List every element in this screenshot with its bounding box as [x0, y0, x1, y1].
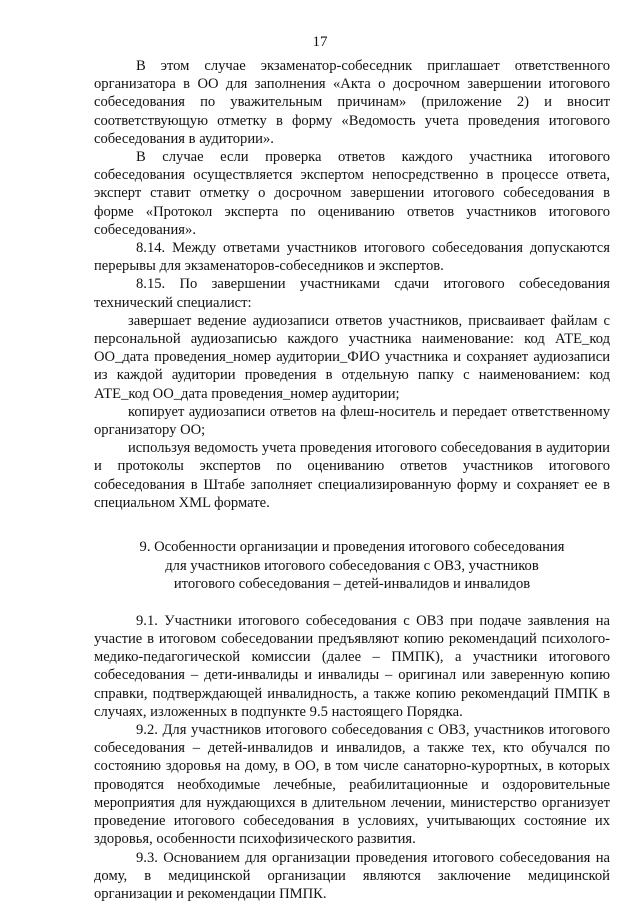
paragraph-copy-flash: копирует аудиозаписи ответов на флеш-носитель и передает ответственному организатору ОО; — [94, 403, 610, 439]
paragraph-early-completion-act: В этом случае экзаменатор-собеседник приглашает ответственного организатора в ОО для заполнения «Акта о досрочном завершении итогового собеседования по уважительным причинам» (приложение 2) и вносит соответствующую отметку в форму «Ведомость учета проведения итогового собеседования в аудитории». — [94, 58, 610, 147]
paragraph-expert-protocol: В случае если проверка ответов каждого участника итогового собеседования осуществляется экспертом непосредственно в процессе ответа, эксперт ставит отметку о досрочном завершении итогового собеседования в форме «Протокол эксперта по оцениванию ответов участников итогового собеседования». — [94, 149, 610, 238]
paragraph-xml-form: используя ведомость учета проведения итогового собеседования в аудитории и протоколы экспертов по оцениванию ответов участников итогового собеседования в Штабе заполняет специализированную форму и сохраняет ее в специальном XML формате. — [94, 440, 610, 511]
paragraph-9-3: 9.3. Основанием для организации проведения итогового собеседования на дому, в медицинской организации являются заключение медицинской организации и рекомендации ПМПК. — [94, 849, 610, 902]
paragraph-audio-naming: завершает ведение аудиозаписи ответов участников, присваивает файлам с персональной аудиозаписью каждого участника наименование: код АТЕ_код ОО_дата проведения_номер аудитории_ФИО участника и сохраняет аудиозаписи из каждой аудитории проведения в отдельную папку с наименованием: код АТЕ_код ОО_дата проведения_номер аудитории; — [94, 312, 610, 402]
section-heading-line: 9. Особенности организации и проведения итогового собеседования — [139, 539, 565, 556]
paragraph-9-2: 9.2. Для участников итогового собеседования с ОВЗ, участников итогового собеседования – детей-инвалидов и инвалидов, а также тех, кто обучался по состоянию здоровья на дому, в ОО, в том числе санаторно-курортных, в которых проводятся необходимые лечебные, реабилитационные и оздоровительные мероприятия для нуждающихся в длительном лечении, министерство организует проведение итогового собеседования в условиях, учитывающих состояние их здоровья, особенности психофизического развития. — [94, 722, 610, 848]
paragraph-8-14: 8.14. Между ответами участников итогового собеседования допускаются перерывы для экзаменаторов-собеседников и экспертов. — [94, 240, 610, 275]
page-number: 17 — [312, 34, 328, 50]
section-heading-line: для участников итогового собеседования с ОВЗ, участников — [165, 557, 539, 574]
paragraph-9-1: 9.1. Участники итогового собеседования с ОВЗ при подаче заявления на участие в итоговом собеседовании предъявляют копию рекомендаций психолого-медико-педагогической комиссии (далее – ПМПК), а участники итогового собеседования – дети-инвалиды и инвалиды – оригинал или заверенную копию справки, подтверждающей инвалидность, а также копию рекомендаций ПМПК в случаях, изложенных в подпункте 9.5 настоящего Порядка. — [94, 612, 610, 720]
page-body — [94, 57, 610, 903]
section-heading-line: итогового собеседования – детей-инвалидов и инвалидов — [173, 576, 531, 593]
paragraph-8-15: 8.15. По завершении участниками сдачи итогового собеседования технический специалист: — [94, 276, 610, 311]
section-heading — [94, 538, 610, 594]
